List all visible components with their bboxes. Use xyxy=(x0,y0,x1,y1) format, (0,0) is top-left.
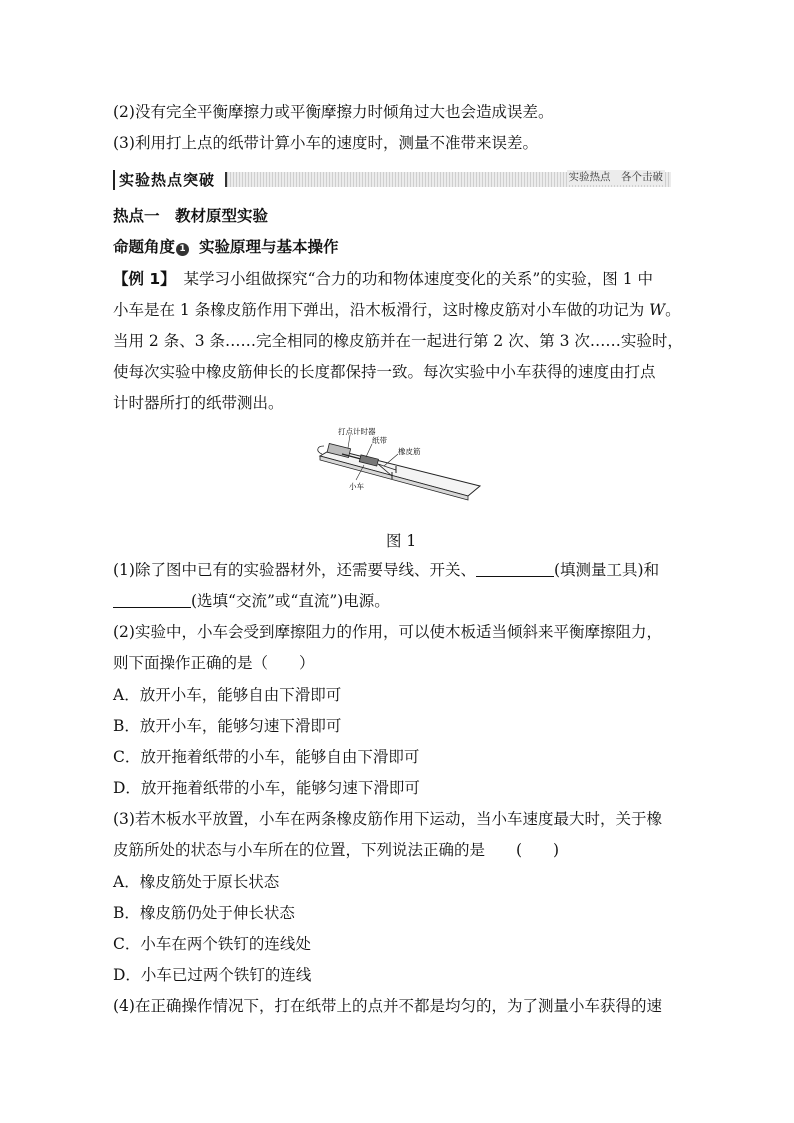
label-timer: 打点计时器 xyxy=(338,427,376,436)
q1-blank-tool[interactable] xyxy=(476,561,554,577)
angle-title: 实验原理与基本操作 xyxy=(199,238,339,256)
q2-option-a[interactable]: A．放开小车，能够自由下滑即可 xyxy=(113,686,342,704)
angle-heading xyxy=(113,237,339,257)
q2-line-2: 则下面操作正确的是（ ） xyxy=(113,654,315,672)
example-text-2: 小车是在 1 条橡皮筋作用下弹出，沿木板滑行，这时橡皮筋对小车做的功记为 xyxy=(113,301,650,319)
hotspot-heading: 热点一 教材原型实验 xyxy=(113,207,269,225)
q1-text-a: (1)除了图中已有的实验器材外，还需要导线、开关、 xyxy=(113,561,476,579)
q3-option-d[interactable]: D．小车已过两个铁钉的连线 xyxy=(113,966,312,984)
q2-line-1: (2)实验中，小车会受到摩擦阻力的作用，可以使木板适当倾斜来平衡摩擦阻力， xyxy=(113,623,662,641)
q2-option-b[interactable]: B．放开小车，能够匀速下滑即可 xyxy=(113,717,342,735)
q1-text-c: (选填“交流”或“直流”)电源。 xyxy=(191,592,390,610)
apparatus-figure xyxy=(312,424,482,522)
label-cart: 小车 xyxy=(349,482,364,491)
section-banner xyxy=(113,170,669,190)
q1-text-b: (填测量工具)和 xyxy=(553,561,660,579)
q3-line-2: 皮筋所处的状态与小车所在的位置，下列说法正确的是 ( ) xyxy=(113,841,560,859)
q1-line-2 xyxy=(113,591,390,611)
example-line-5: 计时器所打的纸带测出。 xyxy=(113,394,284,412)
q3-option-c[interactable]: C．小车在两个铁钉的连线处 xyxy=(113,935,311,953)
work-symbol: W xyxy=(649,301,666,319)
q1-line-1 xyxy=(113,560,659,580)
q4-line-1: (4)在正确操作情况下，打在纸带上的点并不都是均匀的，为了测量小车获得的速 xyxy=(113,997,662,1015)
example-line-2 xyxy=(113,300,681,320)
note-line-3: (3)利用打上点的纸带计算小车的速度时，测量不准带来误差。 xyxy=(113,134,538,152)
q3-option-b[interactable]: B．橡皮筋仍处于伸长状态 xyxy=(113,904,295,922)
banner-subtitle: 实验热点 各个击破 xyxy=(568,171,663,183)
note-line-2: (2)没有完全平衡摩擦力或平衡摩擦力时倾角过大也会造成误差。 xyxy=(113,103,554,121)
label-rubber: 橡皮筋 xyxy=(398,447,421,456)
label-tape: 纸带 xyxy=(372,436,387,445)
q1-blank-power[interactable] xyxy=(113,592,191,608)
angle-prefix: 命题角度 xyxy=(113,238,176,256)
work-end: 。 xyxy=(665,301,681,319)
example-text-1: 某学习小组做探究“合力的功和物体速度变化的关系”的实验，图 1 中 xyxy=(167,270,654,288)
example-label: 【例 1】 xyxy=(113,270,168,288)
angle-number-icon: 1 xyxy=(176,243,189,256)
figure-caption: 图 1 xyxy=(386,532,417,550)
example-line-3: 当用 2 条、3 条……完全相同的橡皮筋并在一起进行第 2 次、第 3 次……实验时， xyxy=(113,332,683,350)
q2-option-c[interactable]: C．放开拖着纸带的小车，能够自由下滑即可 xyxy=(113,748,420,766)
q2-option-d[interactable]: D．放开拖着纸带的小车，能够匀速下滑即可 xyxy=(113,779,420,797)
q3-option-a[interactable]: A．橡皮筋处于原长状态 xyxy=(113,873,280,891)
banner-title: 实验热点突破 xyxy=(113,170,215,190)
q3-line-1: (3)若木板水平放置，小车在两条橡皮筋作用下运动，当小车速度最大时，关于橡 xyxy=(113,810,662,828)
example-line-1 xyxy=(113,269,653,289)
example-line-4: 使每次实验中橡皮筋伸长的长度都保持一致。每次实验中小车获得的速度由打点 xyxy=(113,363,656,381)
